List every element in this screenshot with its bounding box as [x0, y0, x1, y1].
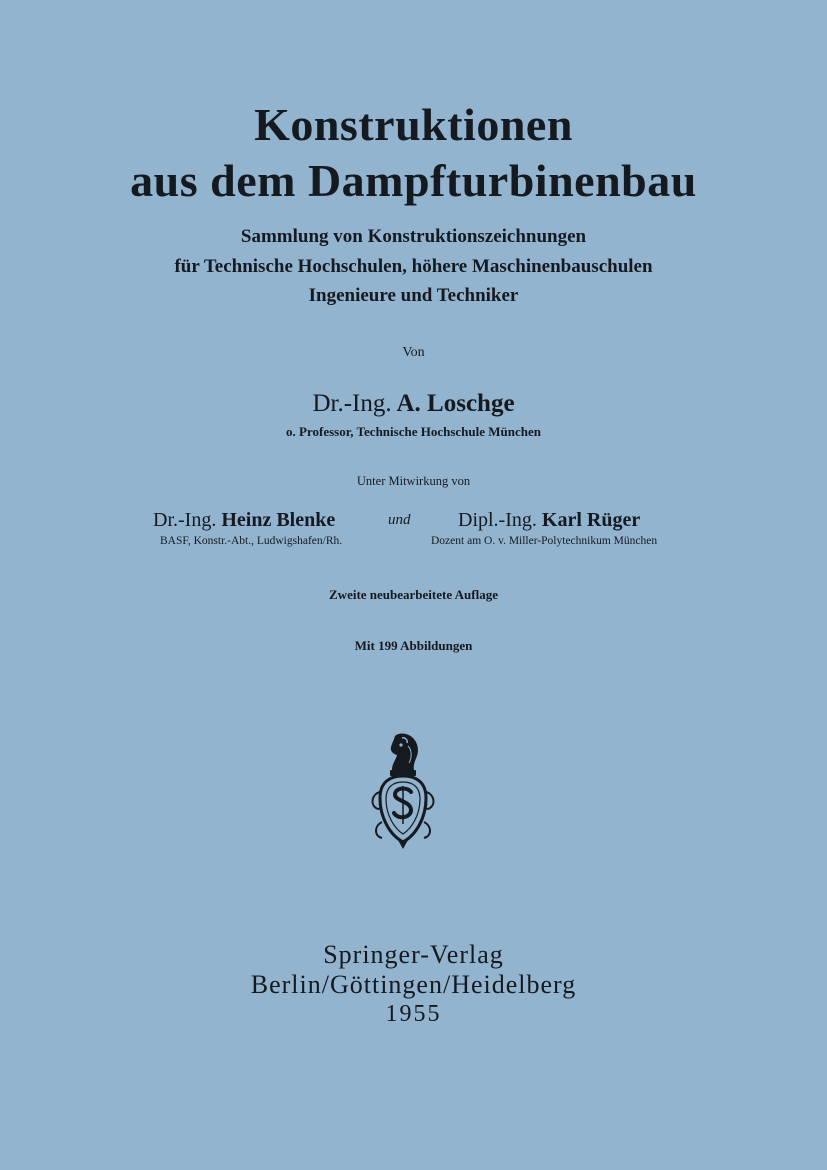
coauthor-1-prefix: Dr.-Ing. [153, 509, 217, 531]
and-word: und [388, 512, 411, 528]
title-line-1: Konstruktionen [254, 99, 573, 150]
author-affiliation: o. Professor, Technische Hochschule München [286, 424, 541, 439]
publisher-cities: Berlin/Göttingen/Heidelberg [250, 970, 577, 999]
coauthor-1-name [153, 509, 335, 532]
subtitle-line-1: Sammlung von Konstruktionszeichnungen [240, 226, 587, 247]
coauthor-2-affiliation: Dozent am O. v. Miller-Polytechnikum München [431, 535, 658, 547]
author-name [0, 390, 827, 418]
coauthor-2-name [458, 509, 640, 532]
title-line-2: aus dem Dampfturbinenbau [130, 155, 697, 206]
coauthor-1-surname: Heinz Blenke [221, 509, 336, 531]
coauthor-2-surname: Karl Rüger [541, 509, 641, 531]
coauthor-1-affiliation: BASF, Konstr.-Abt., Ludwigshafen/Rh. [160, 535, 343, 547]
springer-horse-logo-icon [368, 732, 438, 850]
publisher-name: Springer-Verlag [323, 940, 504, 969]
edition: Zweite neubearbeitete Auflage [329, 587, 498, 602]
byline: Von [402, 345, 425, 360]
illustrations-count: Mit 199 Abbildungen [354, 638, 473, 653]
collaboration-label: Unter Mitwirkung von [356, 474, 471, 488]
author-surname: A. Loschge [396, 390, 515, 417]
subtitle-line-2: für Technische Hochschulen, höhere Maschinenbauschulen [174, 256, 653, 277]
coauthor-2-prefix: Dipl.-Ing. [458, 509, 537, 531]
author-prefix: Dr.-Ing. [312, 390, 392, 417]
publication-year: 1955 [385, 1001, 442, 1027]
subtitle-line-3: Ingenieure und Techniker [308, 285, 519, 306]
